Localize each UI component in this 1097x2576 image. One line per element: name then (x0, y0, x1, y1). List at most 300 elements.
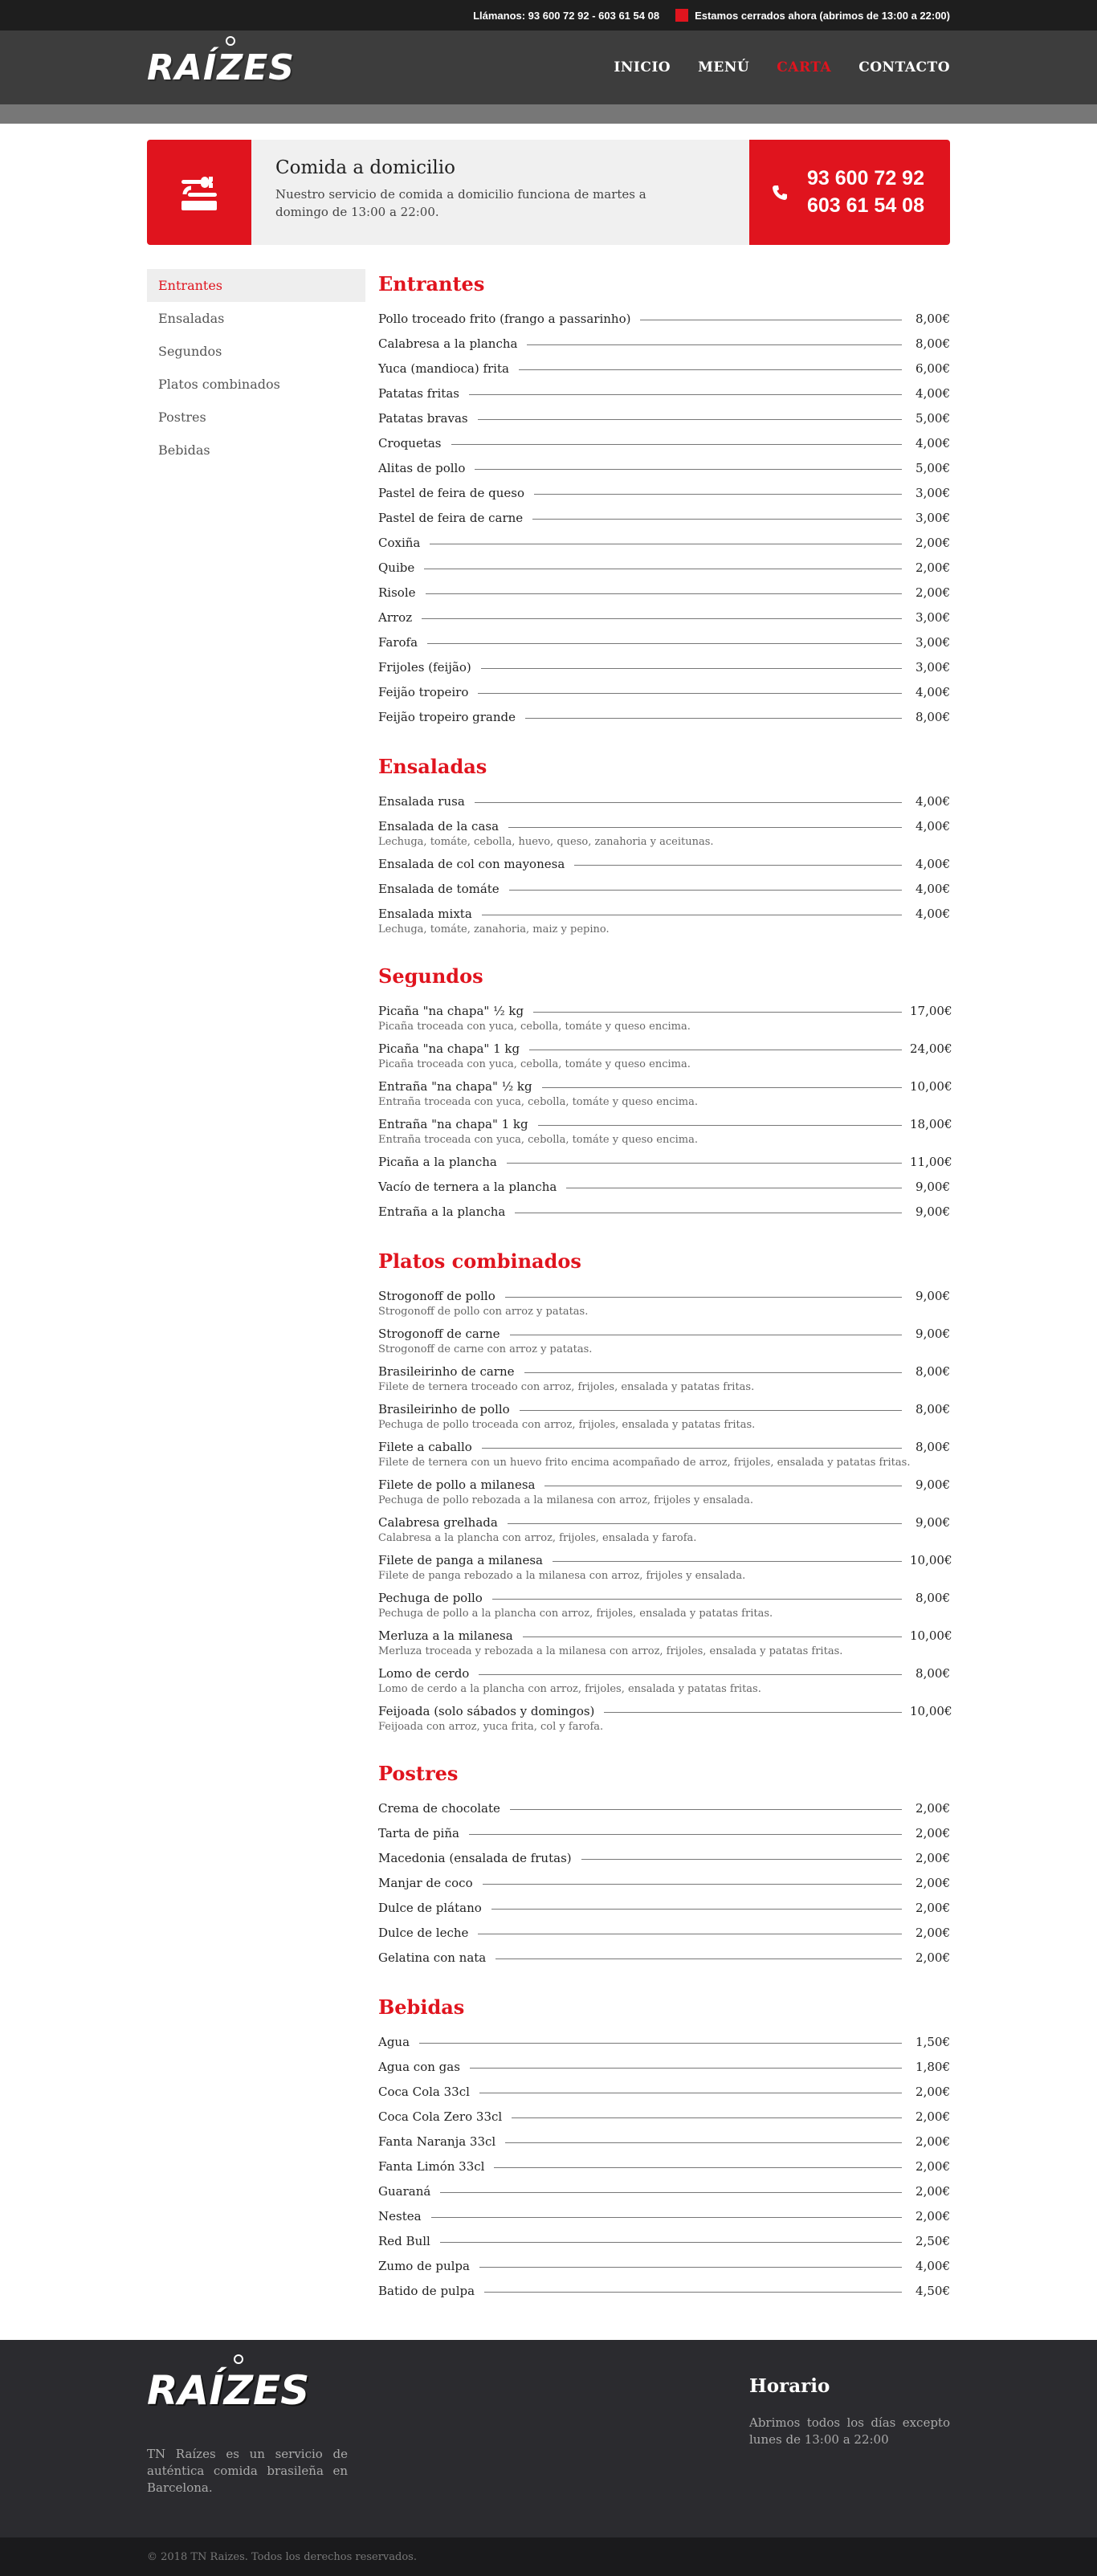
menu-item-line (378, 559, 950, 577)
menu-item-line (378, 1800, 950, 1817)
menu-item-name: Pollo troceado frito (frango a passarinho) (378, 312, 631, 326)
menu-item-line (378, 2133, 950, 2150)
menu-item-line (378, 459, 950, 477)
leader-line (469, 1834, 902, 1835)
menu-item-description: Lechuga, tomáte, cebolla, huevo, queso, zanahoria y aceitunas. (378, 836, 714, 848)
menu-item-name: Filete de panga a milanesa (378, 1553, 543, 1567)
menu-item (378, 1438, 950, 1469)
leader-line (523, 1636, 902, 1637)
delivery-icon-box (147, 140, 251, 245)
menu-item-price: 3,00€ (916, 610, 950, 625)
menu-item-name: Macedonia (ensalada de frutas) (378, 1851, 572, 1865)
menu-item-name: Gelatina con nata (378, 1950, 487, 1965)
menu-item (378, 683, 950, 701)
menu-item-price: 8,00€ (916, 1440, 950, 1454)
menu-item-price: 2,00€ (916, 536, 950, 550)
leader-line (581, 1859, 902, 1860)
menu-item-price: 8,00€ (916, 336, 950, 351)
menu-item-price: 17,00€ (910, 1004, 952, 1018)
menu-item-price: 2,00€ (916, 560, 950, 575)
nav-contacto[interactable]: CONTACTO (858, 59, 950, 75)
menu-item (378, 310, 950, 328)
menu-item-line (378, 1589, 950, 1607)
nav-menu[interactable]: MENÚ (698, 59, 750, 75)
menu-item-name: Feijoada (solo sábados y domingos) (378, 1704, 595, 1718)
menu-item-line (378, 1476, 950, 1494)
delivery-phone-box[interactable] (749, 140, 950, 245)
menu-item-price: 9,00€ (916, 1478, 950, 1492)
menu-item (378, 855, 950, 873)
menu-item-name: Strogonoff de carne (378, 1327, 500, 1341)
menu-item-line (378, 360, 950, 377)
menu-item-price: 1,80€ (916, 2060, 950, 2074)
menu-item-price: 2,00€ (916, 1851, 950, 1865)
menu-item-price: 8,00€ (916, 1402, 950, 1416)
menu-item-name: Ensalada de la casa (378, 819, 500, 834)
menu-item-line (378, 1874, 950, 1892)
menu-item-line (378, 2083, 950, 2101)
menu-item-name: Feijão tropeiro grande (378, 710, 516, 724)
section-title: Entrantes (378, 272, 485, 296)
menu-item (378, 1849, 950, 1867)
menu-item-name: Coca Cola 33cl (378, 2085, 470, 2099)
sidebar-item-postres[interactable]: Postres (158, 410, 206, 425)
menu-item (378, 1363, 950, 1393)
menu-item-price: 5,00€ (916, 411, 950, 426)
leader-line (492, 1599, 902, 1600)
menu-item (378, 1874, 950, 1892)
leader-line (507, 1163, 902, 1164)
menu-item-price: 6,00€ (916, 361, 950, 376)
menu-item (378, 2257, 950, 2275)
menu-item-name: Risole (378, 585, 416, 600)
leader-line (525, 718, 902, 719)
menu-item-line (378, 1153, 950, 1171)
menu-section (378, 755, 950, 935)
menu-item (378, 1899, 950, 1917)
leader-line (495, 1958, 902, 1959)
nav-inicio[interactable]: INICIO (614, 59, 671, 75)
menu-item-description: Feijoada con arroz, yuca frita, col y farofa. (378, 1721, 604, 1733)
menu-item (378, 2083, 950, 2101)
nav-carta[interactable]: CARTA (777, 59, 832, 75)
menu-item-line (378, 509, 950, 527)
menu-item-price: 9,00€ (916, 1289, 950, 1303)
main-nav (614, 59, 950, 75)
menu-item (378, 2207, 950, 2225)
menu-item-description: Pechuga de pollo troceada con arroz, frijoles, ensalada y patatas fritas. (378, 1419, 756, 1431)
menu-item-line (378, 880, 950, 898)
menu-item (378, 634, 950, 651)
menu-item-price: 9,00€ (916, 1515, 950, 1530)
menu-item-price: 2,00€ (916, 1926, 950, 1940)
menu-item (378, 1203, 950, 1221)
menu-item-name: Strogonoff de pollo (378, 1289, 495, 1303)
menu-item-description: Entraña troceada con yuca, cebolla, tomáte y queso encima. (378, 1096, 698, 1108)
menu-item-name: Feijão tropeiro (378, 685, 469, 699)
menu-item-line (378, 1203, 950, 1221)
menu-item (378, 1702, 950, 1733)
footer-brand (147, 2367, 348, 2497)
leader-line (426, 593, 903, 594)
section-title: Ensaladas (378, 755, 487, 778)
menu-item-price: 8,00€ (916, 1591, 950, 1605)
menu-item-description: Strogonoff de carne con arroz y patatas. (378, 1343, 593, 1355)
sidebar-item-ensaladas[interactable]: Ensaladas (158, 311, 225, 326)
leader-line (509, 890, 902, 891)
menu-item-line (378, 1438, 950, 1456)
menu-item (378, 2108, 950, 2126)
menu-item (378, 1078, 950, 1108)
menu-item-price: 8,00€ (916, 710, 950, 724)
leader-line (479, 1674, 902, 1675)
leader-line (422, 618, 902, 619)
menu-item-name: Farofa (378, 635, 418, 650)
leader-line (534, 494, 902, 495)
menu-item-line (378, 1363, 950, 1380)
menu-item-price: 2,50€ (916, 2234, 950, 2248)
menu-item-price: 2,00€ (916, 2134, 950, 2149)
menu-item-description: Pechuga de pollo a la plancha con arroz, frijoles, ensalada y patatas fritas. (378, 1608, 773, 1620)
footer-hours (749, 2367, 950, 2497)
menu-item (378, 2058, 950, 2076)
menu-item-line (378, 2033, 950, 2051)
delivery-title: Comida a domicilio (275, 157, 455, 178)
menu-item-line (378, 1702, 950, 1720)
menu-item-description: Lomo de cerdo a la plancha con arroz, frijoles, ensalada y patatas fritas. (378, 1683, 761, 1695)
menu-item-description: Entraña troceada con yuca, cebolla, tomáte y queso encima. (378, 1134, 698, 1146)
menu-item-line (378, 335, 950, 353)
menu-item-price: 10,00€ (910, 1079, 952, 1094)
menu-item-name: Vacío de ternera a la plancha (378, 1180, 557, 1194)
menu-item-line (378, 2207, 950, 2225)
menu-item (378, 1665, 950, 1695)
phone-info: Llámanos: 93 600 72 92 - 603 61 54 08 (473, 9, 660, 22)
leader-line (520, 1410, 902, 1411)
menu-item-description: Calabresa a la plancha con arroz, frijoles, ensalada y farofa. (378, 1532, 697, 1544)
menu-item-price: 4,00€ (916, 882, 950, 896)
menu-item-name: Patatas fritas (378, 386, 459, 401)
menu-item-name: Ensalada rusa (378, 794, 465, 809)
leader-line (532, 519, 902, 520)
menu-item (378, 609, 950, 626)
menu-item-description: Strogonoff de pollo con arroz y patatas. (378, 1306, 589, 1318)
logo-text: RAÍZES (147, 47, 295, 88)
leader-line (505, 1297, 902, 1298)
menu-item-line (378, 1040, 950, 1058)
menu-item-description: Filete de ternera troceado con arroz, frijoles, ensalada y patatas fritas. (378, 1381, 755, 1393)
menu-item-price: 2,00€ (916, 1801, 950, 1816)
menu-item-line (378, 2108, 950, 2126)
menu-item-line (378, 1002, 950, 1020)
leader-line (574, 865, 902, 866)
menu-item-description: Pechuga de pollo rebozada a la milanesa con arroz, frijoles y ensalada. (378, 1494, 753, 1506)
menu-item-name: Ensalada mixta (378, 907, 472, 921)
menu-item-name: Fanta Limón 33cl (378, 2159, 485, 2174)
menu-item-line (378, 385, 950, 402)
menu-item-price: 2,00€ (916, 2159, 950, 2174)
menu-item-name: Guaraná (378, 2184, 431, 2199)
leader-line (470, 2068, 902, 2069)
leader-line (508, 1523, 902, 1524)
menu-item-price: 4,00€ (916, 857, 950, 871)
cutlery-icon (177, 172, 222, 214)
delivery-banner (147, 140, 950, 245)
menu-item (378, 817, 950, 848)
menu-item-name: Ensalada de col con mayonesa (378, 857, 565, 871)
leader-line (542, 1087, 902, 1088)
menu-item-name: Merluza a la milanesa (378, 1628, 513, 1643)
menu-section (378, 272, 950, 726)
menu-item-line (378, 1115, 950, 1133)
main-content (147, 269, 950, 2329)
section-title: Platos combinados (378, 1249, 581, 1273)
menu-item-name: Ensalada de tomáte (378, 882, 500, 896)
menu-item (378, 559, 950, 577)
menu-item-line (378, 1849, 950, 1867)
menu-item-price: 11,00€ (910, 1155, 952, 1169)
menu-item-price: 8,00€ (916, 1666, 950, 1681)
leader-line (524, 1372, 903, 1373)
menu-item-name: Arroz (378, 610, 413, 625)
menu-item-name: Manjar de coco (378, 1876, 473, 1890)
menu-item-line (378, 2257, 950, 2275)
menu-item (378, 509, 950, 527)
menu-item (378, 1627, 950, 1657)
menu-item-line (378, 410, 950, 427)
footer-logo[interactable] (147, 2367, 348, 2414)
menu-item-name: Pechuga de pollo (378, 1591, 483, 1605)
leader-line (475, 802, 902, 803)
leader-line (484, 2292, 902, 2293)
menu-item (378, 1589, 950, 1620)
menu-item (378, 1800, 950, 1817)
leader-line (538, 1125, 902, 1126)
leader-line (494, 2167, 902, 2168)
menu-item-price: 8,00€ (916, 1364, 950, 1379)
menu-item-line (378, 1287, 950, 1305)
menu-item-price: 10,00€ (910, 1628, 952, 1643)
menu-item-name: Coca Cola Zero 33cl (378, 2109, 503, 2124)
status-text: Estamos cerrados ahora (abrimos de 13:00 a 22:00) (695, 9, 950, 22)
menu-item-price: 2,00€ (916, 1950, 950, 1965)
menu-item-name: Zumo de pulpa (378, 2259, 470, 2273)
leader-line (481, 668, 902, 669)
menu-item-line (378, 2183, 950, 2200)
menu-item-price: 2,00€ (916, 1901, 950, 1915)
menu-section (378, 964, 950, 1221)
menu-item-line (378, 310, 950, 328)
menu-item (378, 880, 950, 898)
menu-item-price: 4,00€ (916, 794, 950, 809)
menu-item-name: Dulce de plátano (378, 1901, 482, 1915)
leader-line (431, 2217, 902, 2218)
menu-item-line (378, 609, 950, 626)
menu-item (378, 1551, 950, 1582)
menu-item-line (378, 2058, 950, 2076)
menu-item-name: Dulce de leche (378, 1926, 469, 1940)
menu-item-name: Entraña "na chapa" ½ kg (378, 1079, 532, 1094)
menu-item (378, 534, 950, 552)
section-title: Bebidas (378, 1995, 465, 2019)
top-bar (0, 0, 1097, 31)
menu-item-price: 2,00€ (916, 585, 950, 600)
menu-item-price: 10,00€ (910, 1553, 952, 1567)
footer-about: TN Raízes es un servicio de auténtica comida brasileña en Barcelona. (147, 2447, 348, 2495)
hours-title: Horario (749, 2375, 830, 2397)
menu-item-name: Patatas bravas (378, 411, 468, 426)
menu-item (378, 2133, 950, 2150)
menu-item-line (378, 1400, 950, 1418)
menu-item-description: Picaña troceada con yuca, cebolla, tomáte y queso encima. (378, 1058, 691, 1070)
menu-item (378, 2282, 950, 2300)
menu-item-description: Merluza troceada y rebozada a la milanesa con arroz, frijoles, ensalada y patatas fritas. (378, 1645, 843, 1657)
menu-item-name: Fanta Naranja 33cl (378, 2134, 496, 2149)
menu-item-price: 4,00€ (916, 819, 950, 834)
leader-line (427, 643, 902, 644)
menu-item-name: Tarta de piña (378, 1826, 459, 1840)
menu-item-name: Entraña "na chapa" 1 kg (378, 1117, 528, 1131)
site-header (0, 31, 1097, 104)
menu-section (378, 1995, 950, 2300)
menu-item-line (378, 1924, 950, 1942)
sidebar-item-bebidas[interactable]: Bebidas (158, 442, 210, 458)
menu-item-line (378, 2232, 950, 2250)
leader-line (482, 1448, 902, 1449)
menu-item-line (378, 1514, 950, 1531)
menu-item-name: Yuca (mandioca) frita (378, 361, 509, 376)
leader-line (478, 419, 902, 420)
menu-section (378, 1762, 950, 1967)
menu-item-line (378, 1551, 950, 1569)
menu-item-line (378, 584, 950, 601)
menu-item-description: Lechuga, tomáte, zanahoria, maiz y pepino. (378, 923, 610, 935)
delivery-description: Nuestro servicio de comida a domicilio funciona de martes a domingo de 13:00 a 22:00. (275, 187, 646, 219)
menu-item-price: 9,00€ (916, 1204, 950, 1219)
menu-item-price: 2,00€ (916, 2209, 950, 2223)
menu-item-price: 3,00€ (916, 486, 950, 500)
menu-item-price: 2,00€ (916, 1876, 950, 1890)
menu-item-line (378, 484, 950, 502)
menu-item-line (378, 1899, 950, 1917)
menu-item-line (378, 683, 950, 701)
copyright-text: © 2018 TN Raizes. Todos los derechos reservados. (147, 2550, 417, 2563)
delivery-phones (807, 165, 924, 220)
menu-item-name: Agua (378, 2035, 410, 2049)
delivery-phone-2[interactable]: 603 61 54 08 (807, 194, 924, 217)
header-strip (0, 104, 1097, 124)
menu-item-name: Calabresa grelhada (378, 1515, 498, 1530)
status-info (675, 9, 950, 22)
menu-item-line (378, 634, 950, 651)
site-logo[interactable] (147, 47, 295, 88)
menu-item (378, 1153, 950, 1171)
menu-item-line (378, 1078, 950, 1095)
menu-section (378, 1249, 950, 1733)
menu-list (378, 269, 950, 2329)
footer-logo-text: RAÍZES (147, 2367, 310, 2414)
leader-line (475, 469, 902, 470)
sidebar-item-platos-combinados[interactable]: Platos combinados (158, 377, 280, 392)
menu-item (378, 1824, 950, 1842)
leader-line (451, 444, 903, 445)
menu-item (378, 385, 950, 402)
leader-line (483, 1884, 902, 1885)
menu-item (378, 1514, 950, 1544)
menu-item (378, 335, 950, 353)
menu-item (378, 484, 950, 502)
menu-item-price: 2,00€ (916, 2184, 950, 2199)
menu-item-name: Brasileirinho de pollo (378, 1402, 510, 1416)
menu-item-name: Coxiña (378, 536, 421, 550)
menu-item-price: 2,00€ (916, 1826, 950, 1840)
menu-item-price: 3,00€ (916, 635, 950, 650)
sidebar-item-segundos[interactable]: Segundos (158, 344, 222, 359)
leader-line (419, 2043, 902, 2044)
menu-item-name: Alitas de pollo (378, 461, 466, 475)
leader-line (527, 344, 902, 345)
leader-line (469, 394, 902, 395)
menu-item-price: 3,00€ (916, 511, 950, 525)
menu-item-price: 4,50€ (916, 2284, 950, 2298)
menu-item-price: 5,00€ (916, 461, 950, 475)
menu-item (378, 1178, 950, 1196)
menu-item-name: Picaña a la plancha (378, 1155, 497, 1169)
menu-item (378, 905, 950, 935)
menu-item (378, 410, 950, 427)
menu-item-name: Frijoles (feijão) (378, 660, 471, 675)
menu-item-price: 24,00€ (910, 1041, 952, 1056)
menu-item-price: 2,00€ (916, 2109, 950, 2124)
menu-item (378, 1002, 950, 1033)
leader-line (604, 1712, 902, 1713)
menu-item-line (378, 1665, 950, 1682)
menu-item (378, 2183, 950, 2200)
menu-item-name: Croquetas (378, 436, 442, 450)
menu-item-name: Pastel de feira de queso (378, 486, 524, 500)
leader-line (508, 827, 902, 828)
menu-item (378, 708, 950, 726)
section-title: Postres (378, 1762, 459, 1785)
leader-line (440, 2192, 902, 2193)
menu-item-line (378, 1824, 950, 1842)
menu-item-name: Picaña "na chapa" 1 kg (378, 1041, 520, 1056)
menu-item-name: Pastel de feira de carne (378, 511, 524, 525)
menu-item-name: Filete de pollo a milanesa (378, 1478, 536, 1492)
menu-item (378, 1400, 950, 1431)
menu-item-line (378, 1627, 950, 1645)
leader-line (512, 2117, 902, 2118)
hours-text: Abrimos todos los días excepto lunes de 13:00 a 22:00 (749, 2415, 950, 2447)
menu-item-name: Agua con gas (378, 2060, 460, 2074)
menu-item-line (378, 817, 950, 835)
delivery-phone-1[interactable]: 93 600 72 92 (807, 166, 924, 190)
leader-line (491, 1909, 902, 1910)
menu-item-line (378, 905, 950, 923)
menu-item-line (378, 2158, 950, 2175)
sidebar-item-entrantes[interactable]: Entrantes (147, 269, 365, 302)
menu-item (378, 1115, 950, 1146)
logo-ring-icon (226, 36, 235, 46)
logo-ring-icon (234, 2354, 243, 2364)
menu-item-line (378, 2282, 950, 2300)
menu-item (378, 1924, 950, 1942)
menu-item-name: Filete a caballo (378, 1440, 472, 1454)
menu-item-description: Filete de ternera con un huevo frito encima acompañado de arroz, frijoles, ensalada y patatas fritas. (378, 1457, 911, 1469)
menu-item-price: 9,00€ (916, 1327, 950, 1341)
menu-item (378, 1325, 950, 1355)
delivery-text-box (251, 140, 749, 245)
